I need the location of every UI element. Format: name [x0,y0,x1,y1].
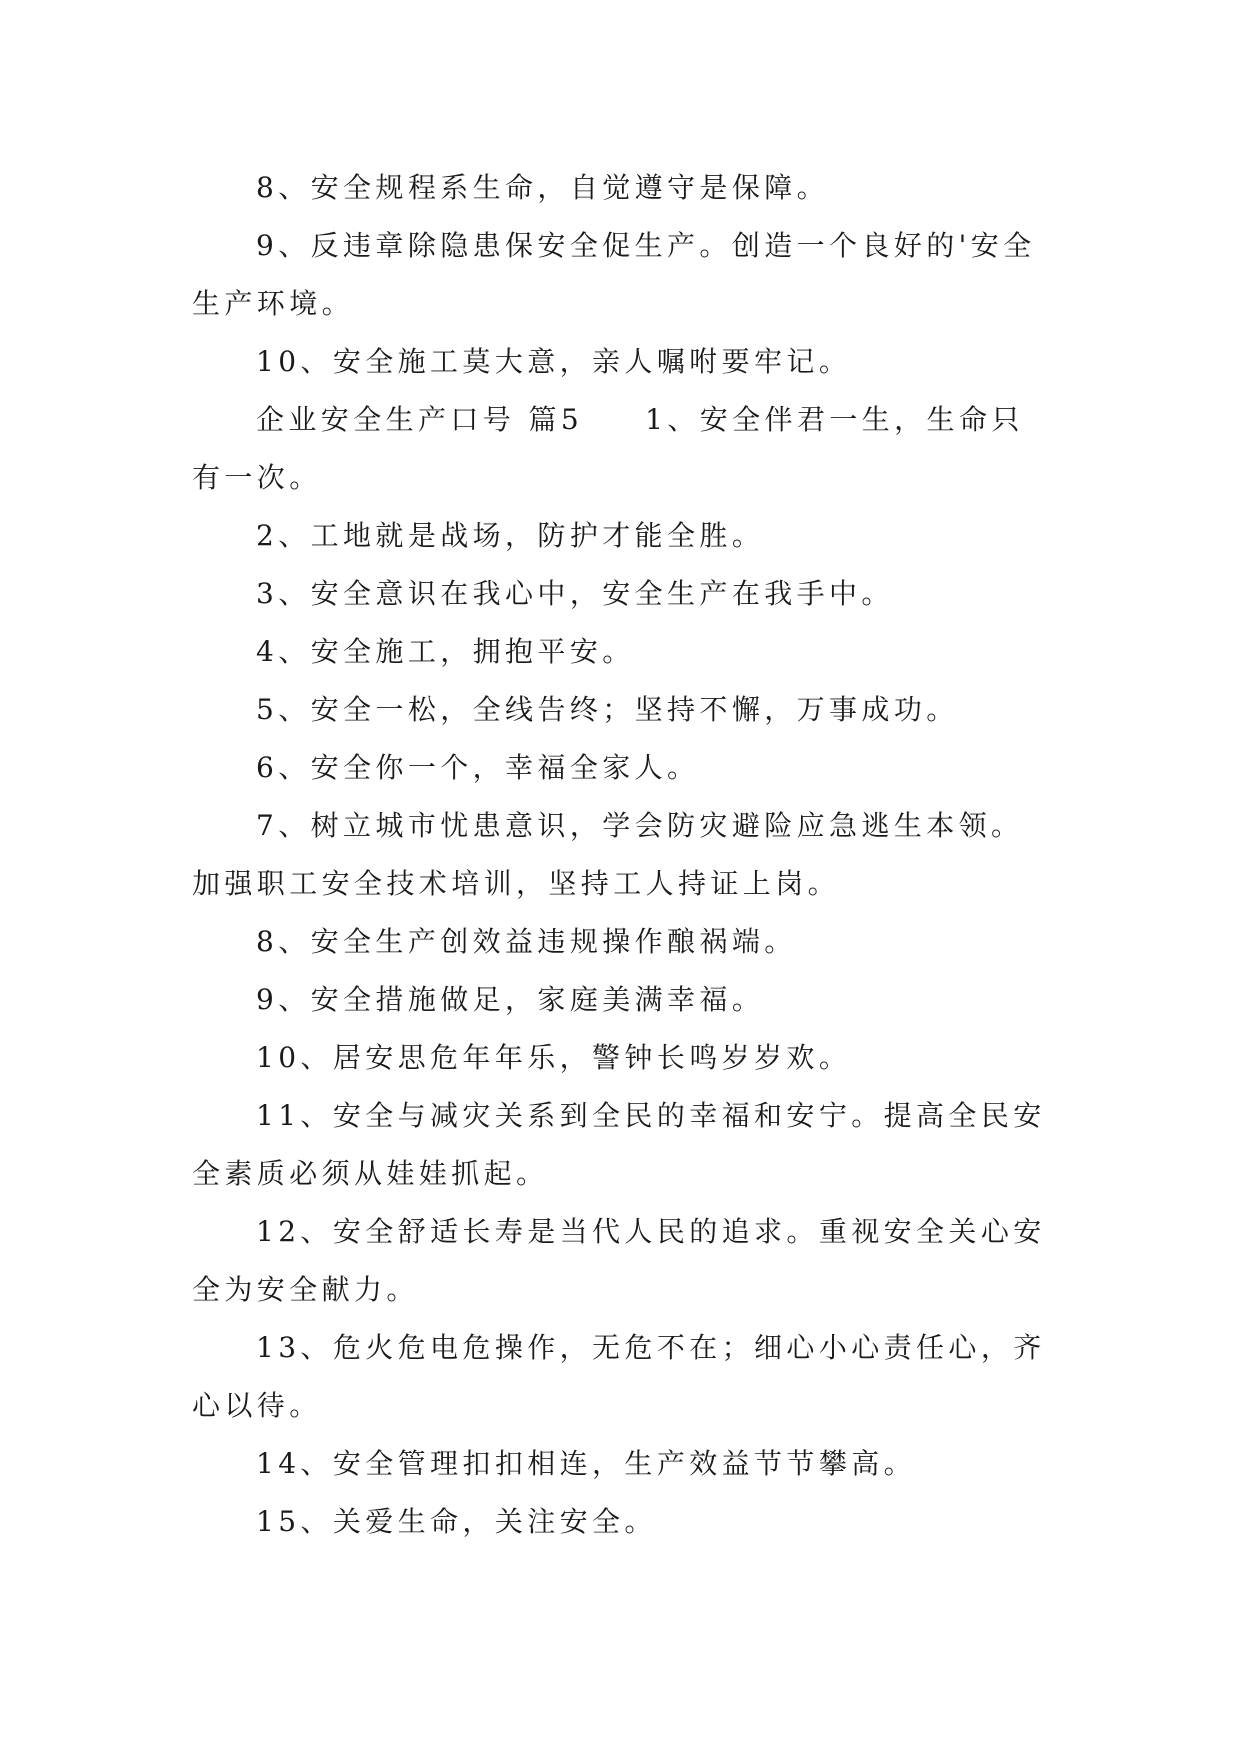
section-heading: 企业安全生产口号 篇5 [256,403,584,436]
section-heading-paragraph [192,391,1054,507]
slogan-paragraph: 8、安全生产创效益违规操作酿祸端。 [256,925,797,958]
slogan-paragraph: 13、危火危电危操作，无危不在；细心小心责任心，齐心以待。 [192,1331,1046,1422]
slogan-paragraph: 9、反违章除隐患保安全促生产。创造一个良好的'安全生产环境。 [192,229,1036,320]
slogan-paragraph: 14、安全管理扣扣相连，生产效益节节攀高。 [256,1447,917,1480]
slogan-paragraph: 11、安全与减灾关系到全民的幸福和安宁。提高全民安全素质必须从娃娃抓起。 [192,1099,1046,1190]
slogan-paragraph: 3、安全意识在我心中，安全生产在我手中。 [256,577,894,610]
slogan-paragraph: 9、安全措施做足，家庭美满幸福。 [256,983,765,1016]
slogan-paragraph: 2、工地就是战场，防护才能全胜。 [256,519,765,552]
slogan-paragraph: 15、关爱生命，关注安全。 [256,1505,657,1538]
slogan-paragraph: 6、安全你一个，幸福全家人。 [256,751,700,784]
slogan-paragraph: 10、居安思危年年乐，警钟长鸣岁岁欢。 [256,1041,852,1074]
slogan-paragraph: 12、安全舒适长寿是当代人民的追求。重视安全关心安全为安全献力。 [192,1215,1046,1306]
slogan-paragraph: 4、安全施工，拥抱平安。 [256,635,635,668]
slogan-paragraph: 10、安全施工莫大意，亲人嘱咐要牢记。 [256,345,852,378]
slogan-paragraph: 5、安全一松，全线告终；坚持不懈，万事成功。 [256,693,959,726]
slogan-text: 1、安全伴君一生，生命只有一次。 [192,403,1024,494]
slogan-paragraph: 8、安全规程系生命，自觉遵守是保障。 [256,171,830,204]
slogan-paragraph: 7、树立城市忧患意识，学会防灾避险应急逃生本领。加强职工安全技术培训，坚持工人持证上岗。 [192,809,1024,900]
document-body [192,159,1054,1551]
